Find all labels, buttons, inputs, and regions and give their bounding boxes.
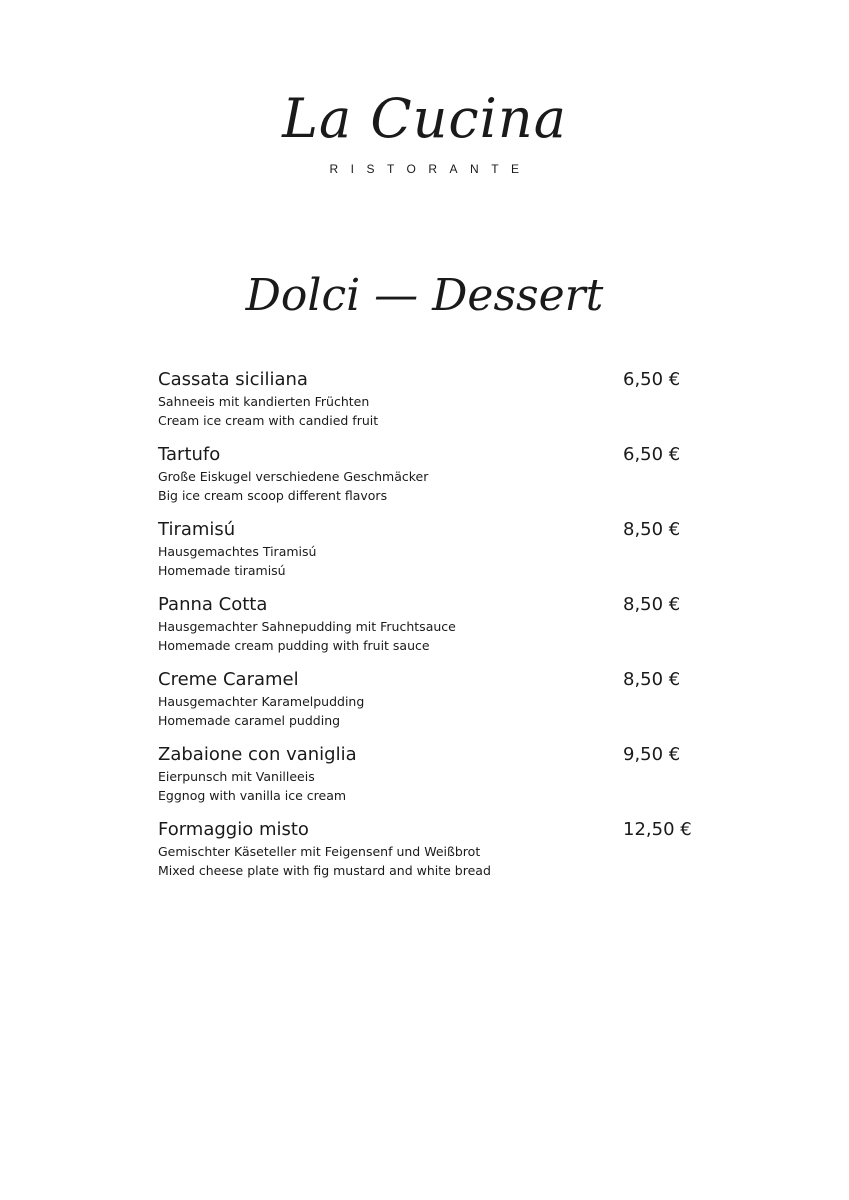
menu-item-cassata-siciliana <box>158 368 698 443</box>
menu-item-description-german: Große Eiskugel verschiedene Geschmäcker <box>158 469 429 484</box>
section-title: Dolci — Dessert <box>245 270 604 321</box>
menu-item-name: Tiramisú <box>158 519 236 540</box>
menu-item-name: Cassata siciliana <box>158 369 308 390</box>
menu-item-description-english: Mixed cheese plate with fig mustard and white bread <box>158 863 491 878</box>
menu-item-description-german: Gemischter Käseteller mit Feigensenf und Weißbrot <box>158 844 481 859</box>
menu-item-description-english: Homemade caramel pudding <box>158 713 341 728</box>
dessert-menu-list <box>158 368 698 893</box>
menu-item-description-english: Cream ice cream with candied fruit <box>158 413 379 428</box>
menu-item-description-english: Homemade cream pudding with fruit sauce <box>158 638 430 653</box>
menu-item-description-german: Hausgemachtes Tiramisú <box>158 544 317 559</box>
menu-item-price: 6,50 € <box>623 444 681 465</box>
menu-item-tiramisu <box>158 518 698 593</box>
menu-item-description-english: Eggnog with vanilla ice cream <box>158 788 347 803</box>
menu-item-creme-caramel <box>158 668 698 743</box>
menu-item-price: 9,50 € <box>623 744 681 765</box>
menu-item-description-german: Eierpunsch mit Vanilleeis <box>158 769 315 784</box>
menu-item-name: Panna Cotta <box>158 594 268 615</box>
menu-item-price: 8,50 € <box>623 594 681 615</box>
restaurant-logo-subtitle: RISTORANTE <box>329 162 532 176</box>
menu-item-description-german: Hausgemachter Karamelpudding <box>158 694 365 709</box>
menu-item-price: 8,50 € <box>623 669 681 690</box>
menu-item-name: Tartufo <box>158 444 221 465</box>
menu-item-description-german: Sahneeis mit kandierten Früchten <box>158 394 370 409</box>
menu-item-price: 12,50 € <box>623 819 692 840</box>
menu-item-tartufo <box>158 443 698 518</box>
menu-item-price: 8,50 € <box>623 519 681 540</box>
menu-item-name: Formaggio misto <box>158 819 309 840</box>
menu-item-description-english: Homemade tiramisú <box>158 563 286 578</box>
menu-item-name: Zabaione con vaniglia <box>158 744 357 765</box>
menu-item-price: 6,50 € <box>623 369 681 390</box>
menu-item-panna-cotta <box>158 593 698 668</box>
menu-item-description-german: Hausgemachter Sahnepudding mit Fruchtsauce <box>158 619 456 634</box>
menu-item-name: Creme Caramel <box>158 669 299 690</box>
menu-item-formaggio-misto <box>158 818 698 893</box>
restaurant-logo-title: La Cucina <box>282 87 567 150</box>
menu-item-description-english: Big ice cream scoop different flavors <box>158 488 388 503</box>
menu-item-zabaione-con-vaniglia <box>158 743 698 818</box>
